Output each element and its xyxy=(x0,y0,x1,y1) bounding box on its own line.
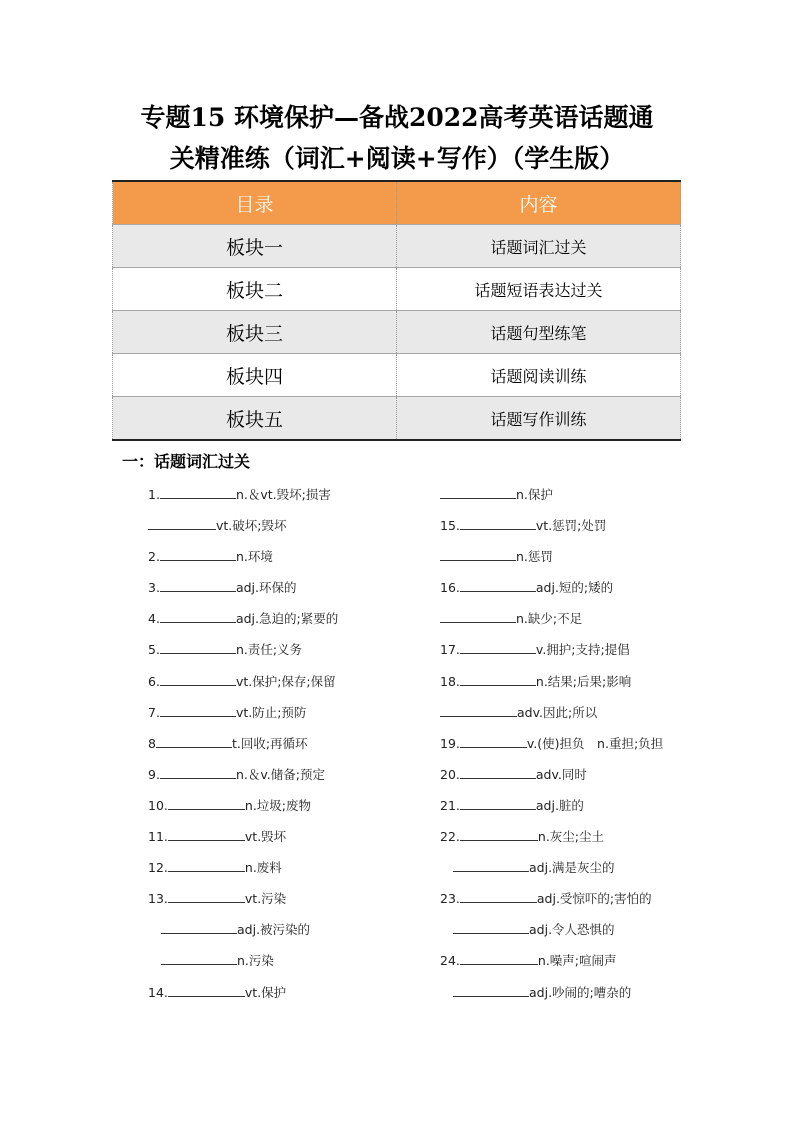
vocab-number: 11. xyxy=(148,829,168,845)
vocab-item xyxy=(148,951,338,982)
toc-content: 话题写作训练 xyxy=(397,397,681,441)
vocab-item xyxy=(148,734,338,765)
vocab-definition: adj.被污染的 xyxy=(237,922,311,938)
vocab-item xyxy=(148,796,338,827)
vocab-definition: n.污染 xyxy=(237,953,274,969)
vocab-definition: vt.保护 xyxy=(244,984,287,1000)
answer-blank[interactable] xyxy=(460,516,536,530)
answer-blank[interactable] xyxy=(460,765,536,779)
vocab-item xyxy=(440,951,663,982)
vocab-number: 19. xyxy=(440,735,460,751)
answer-blank[interactable] xyxy=(460,578,536,592)
vocab-number: 1. xyxy=(148,487,160,502)
vocab-number: 18. xyxy=(440,673,460,689)
section-heading-vocabulary: 一：话题词汇过关 xyxy=(122,452,251,471)
vocab-item xyxy=(148,983,338,1014)
vocab-item xyxy=(440,983,663,1014)
vocab-number: 21. xyxy=(440,797,460,813)
vocab-item xyxy=(148,889,338,920)
answer-blank[interactable] xyxy=(168,889,245,903)
vocab-item xyxy=(148,920,338,951)
vocabulary-list-right xyxy=(440,485,663,1014)
toc-section: 板块一 xyxy=(113,225,397,268)
vocab-definition: n.灰尘;尘土 xyxy=(537,829,604,845)
vocab-item xyxy=(440,578,663,609)
vocab-number: 17. xyxy=(440,642,460,658)
vocab-number: 4. xyxy=(148,611,160,627)
toc-section: 板块三 xyxy=(113,311,397,354)
vocab-item xyxy=(148,765,338,796)
vocab-definition: n.＆vt.毁坏;损害 xyxy=(235,487,331,502)
vocab-item xyxy=(148,858,338,889)
answer-blank[interactable] xyxy=(168,796,245,810)
vocab-number: 23. xyxy=(440,891,460,907)
vocab-definition: t.回收;再循环 xyxy=(231,735,308,751)
vocab-definition: n.＆v.储备;预定 xyxy=(235,766,325,782)
vocab-definition: adj.吵闹的;嘈杂的 xyxy=(529,984,632,1000)
vocab-item xyxy=(148,578,338,609)
toc-section: 板块五 xyxy=(113,397,397,441)
table-row xyxy=(113,225,681,268)
vocab-definition: adj.令人恐惧的 xyxy=(529,922,615,938)
answer-blank[interactable] xyxy=(460,672,536,686)
toc-header-row xyxy=(113,181,681,225)
answer-blank[interactable] xyxy=(160,703,236,717)
answer-blank[interactable] xyxy=(460,796,536,810)
vocab-number: 12. xyxy=(148,860,168,876)
vocab-definition: adj.急迫的;紧要的 xyxy=(235,611,339,627)
vocab-item xyxy=(440,485,663,516)
vocabulary-list-left xyxy=(148,485,338,1014)
vocab-item xyxy=(440,889,663,920)
vocab-definition: adj.受惊吓的;害怕的 xyxy=(536,891,652,907)
vocab-item xyxy=(440,609,663,640)
vocab-item xyxy=(440,734,663,765)
table-of-contents xyxy=(112,180,681,441)
vocab-definition: vt.污染 xyxy=(244,891,287,907)
answer-blank[interactable] xyxy=(160,578,236,592)
answer-blank[interactable] xyxy=(160,547,236,561)
vocab-number: 24. xyxy=(440,953,460,969)
vocab-definition: n.噪声;喧闹声 xyxy=(537,953,617,969)
vocab-item xyxy=(148,672,338,703)
table-row xyxy=(113,311,681,354)
vocab-item xyxy=(148,485,338,516)
vocab-definition: vt.防止;预防 xyxy=(235,704,307,720)
toc-header-catalog: 目录 xyxy=(113,181,397,225)
vocab-definition: adj.脏的 xyxy=(535,797,584,813)
table-row xyxy=(113,354,681,397)
vocab-item xyxy=(440,703,663,734)
answer-blank[interactable] xyxy=(440,703,517,717)
table-row xyxy=(113,268,681,311)
answer-blank[interactable] xyxy=(161,920,237,934)
vocab-definition: vt.破坏;毁坏 xyxy=(216,518,287,534)
answer-blank[interactable] xyxy=(460,734,527,748)
vocab-number: 9. xyxy=(148,766,160,782)
vocab-number: 6. xyxy=(148,673,160,689)
answer-blank[interactable] xyxy=(160,485,236,499)
vocab-number: 8 xyxy=(148,735,156,751)
vocab-number: 2. xyxy=(148,549,160,565)
vocab-item xyxy=(148,640,338,671)
vocab-item xyxy=(148,609,338,640)
vocab-item xyxy=(440,547,663,578)
table-row xyxy=(113,397,681,441)
toc-content: 话题短语表达过关 xyxy=(397,268,681,311)
answer-blank[interactable] xyxy=(460,827,538,841)
vocab-item xyxy=(148,703,338,734)
toc-header-content: 内容 xyxy=(397,181,681,225)
vocab-number: 7. xyxy=(148,704,160,720)
vocab-item xyxy=(440,796,663,827)
answer-blank[interactable] xyxy=(453,858,529,872)
answer-blank[interactable] xyxy=(168,827,245,841)
vocab-number: 13. xyxy=(148,891,168,907)
answer-blank[interactable] xyxy=(160,765,236,779)
vocab-definition: v.拥护;支持;提倡 xyxy=(535,642,630,658)
vocab-item xyxy=(148,547,338,578)
vocab-definition: vt.保护;保存;保留 xyxy=(235,673,336,689)
vocab-definition: adv.同时 xyxy=(535,766,587,782)
vocab-definition: vt.毁坏 xyxy=(244,829,287,845)
vocab-definition: n.垃圾;废物 xyxy=(244,797,311,813)
vocab-definition: n.惩罚 xyxy=(516,549,553,565)
vocab-definition: vt.惩罚;处罚 xyxy=(535,518,607,534)
answer-blank[interactable] xyxy=(460,889,537,903)
vocab-number: 16. xyxy=(440,580,460,596)
toc-section: 板块二 xyxy=(113,268,397,311)
toc-content: 话题句型练笔 xyxy=(397,311,681,354)
document-title-line-2: 关精准练（词汇+阅读+写作）（学生版） xyxy=(169,144,625,173)
toc-content: 话题词汇过关 xyxy=(397,225,681,268)
vocab-item xyxy=(148,516,338,547)
answer-blank[interactable] xyxy=(161,951,237,965)
document-title-line-1: 专题15 环境保护—备战2022高考英语话题通 xyxy=(140,103,654,132)
vocab-item xyxy=(148,827,338,858)
vocab-number: 5. xyxy=(148,642,160,658)
vocab-definition: adj.环保的 xyxy=(235,580,297,596)
answer-blank[interactable] xyxy=(453,920,529,934)
answer-blank[interactable] xyxy=(440,609,516,623)
toc-section: 板块四 xyxy=(113,354,397,397)
answer-blank[interactable] xyxy=(160,640,236,654)
vocab-item xyxy=(440,672,663,703)
vocab-definition: n.环境 xyxy=(235,549,273,565)
vocab-definition: adv.因此;所以 xyxy=(517,704,598,720)
vocab-number: 20. xyxy=(440,766,460,782)
vocab-number: 22. xyxy=(440,829,460,845)
answer-blank[interactable] xyxy=(440,547,516,561)
answer-blank[interactable] xyxy=(453,983,529,997)
vocab-definition: v.(使)担负 n.重担;负担 xyxy=(526,735,664,751)
toc-content: 话题阅读训练 xyxy=(397,354,681,397)
vocab-number: 14. xyxy=(148,984,168,1000)
vocab-definition: n.废料 xyxy=(244,860,282,876)
answer-blank[interactable] xyxy=(460,951,538,965)
vocab-item xyxy=(440,640,663,671)
vocab-item xyxy=(440,827,663,858)
vocab-definition: n.结果;后果;影响 xyxy=(535,673,632,689)
vocab-definition: n.保护 xyxy=(516,487,553,502)
vocab-item xyxy=(440,765,663,796)
answer-blank[interactable] xyxy=(160,609,236,623)
answer-blank[interactable] xyxy=(160,672,236,686)
vocab-item xyxy=(440,516,663,547)
vocab-definition: adj.满是灰尘的 xyxy=(529,860,615,876)
vocab-number: 15. xyxy=(440,518,460,534)
vocab-number: 3. xyxy=(148,580,160,596)
answer-blank[interactable] xyxy=(148,516,216,530)
vocab-definition: n.缺少;不足 xyxy=(516,611,583,627)
answer-blank[interactable] xyxy=(440,485,516,499)
vocab-item xyxy=(440,920,663,951)
vocab-definition: adj.短的;矮的 xyxy=(535,580,614,596)
answer-blank[interactable] xyxy=(460,640,536,654)
vocab-definition: n.责任;义务 xyxy=(235,642,303,658)
vocab-number: 10. xyxy=(148,797,168,813)
answer-blank[interactable] xyxy=(156,734,232,748)
vocab-item xyxy=(440,858,663,889)
answer-blank[interactable] xyxy=(168,983,245,997)
answer-blank[interactable] xyxy=(168,858,245,872)
